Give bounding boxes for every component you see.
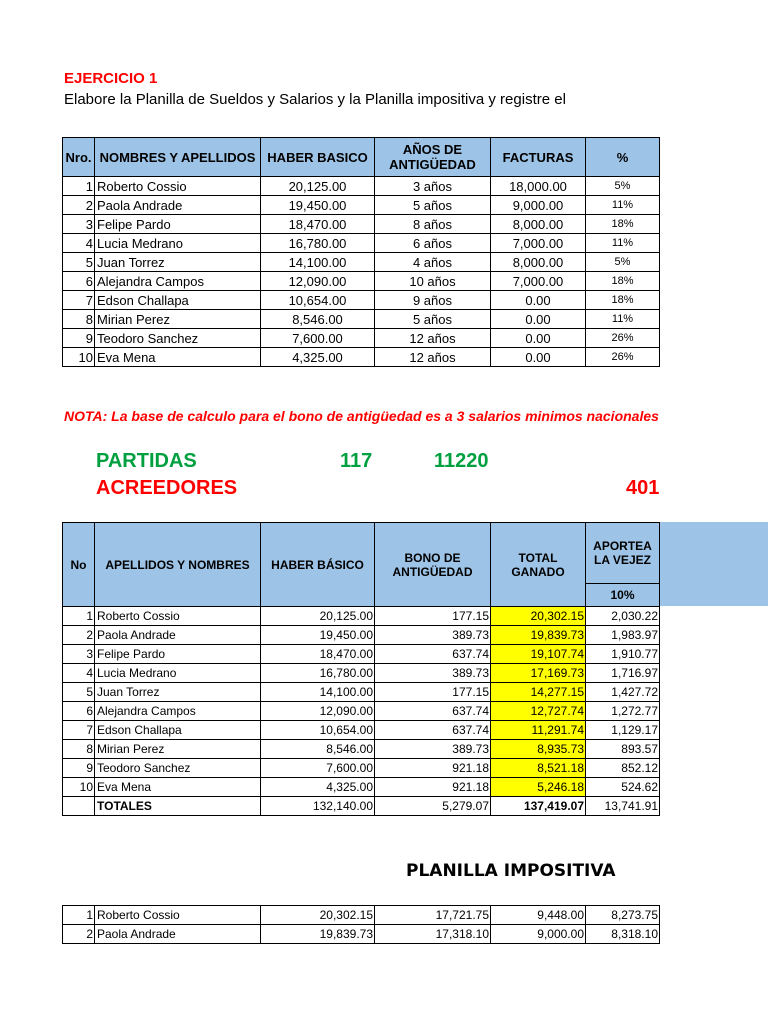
table-row <box>63 759 660 778</box>
haber-basico-cell: 4,325.00 <box>261 348 375 367</box>
percent-cell: 11% <box>586 234 660 253</box>
table-row <box>63 177 660 196</box>
row-number: 1 <box>63 906 95 925</box>
row-number: 10 <box>63 348 95 367</box>
row-number: 1 <box>63 607 95 626</box>
header-total-ganado: TOTAL GANADO <box>491 523 586 607</box>
acreedores-value: 401 <box>626 477 660 499</box>
haber-basico-cell: 12,090.00 <box>261 702 375 721</box>
header-no: No <box>63 523 95 607</box>
employee-name: Roberto Cossio <box>95 177 261 196</box>
haber-basico-cell: 16,780.00 <box>261 234 375 253</box>
planilla-impositiva-title: PLANILLA IMPOSITIVA <box>406 861 616 881</box>
bono-cell: 177.15 <box>375 683 491 702</box>
table-row <box>63 348 660 367</box>
row-number: 2 <box>63 925 95 944</box>
facturas-cell: 8,000.00 <box>491 253 586 272</box>
table-row <box>63 310 660 329</box>
row-number: 8 <box>63 310 95 329</box>
antiguedad-cell: 12 años <box>375 348 491 367</box>
antiguedad-cell: 3 años <box>375 177 491 196</box>
haber-basico-cell: 14,100.00 <box>261 683 375 702</box>
row-number: 2 <box>63 196 95 215</box>
haber-basico-cell: 16,780.00 <box>261 664 375 683</box>
employee-name: Paola Andrade <box>95 626 261 645</box>
bono-cell: 389.73 <box>375 664 491 683</box>
employee-name: Mirian Perez <box>95 310 261 329</box>
totals-bono: 5,279.07 <box>375 797 491 816</box>
row-number: 2 <box>63 626 95 645</box>
table2-header-row <box>63 523 660 584</box>
haber-basico-cell: 19,450.00 <box>261 196 375 215</box>
table-row <box>63 626 660 645</box>
employee-name: Juan Torrez <box>95 253 261 272</box>
facturas-cell: 0.00 <box>491 310 586 329</box>
haber-basico-cell: 10,654.00 <box>261 291 375 310</box>
table1-header-row <box>63 138 660 177</box>
table-row <box>63 607 660 626</box>
totals-aporte: 13,741.91 <box>586 797 660 816</box>
totals-total-ganado: 137,419.07 <box>491 797 586 816</box>
row-number: 3 <box>63 645 95 664</box>
header-overflow-block <box>660 522 768 606</box>
antiguedad-cell: 5 años <box>375 196 491 215</box>
row-number: 6 <box>63 272 95 291</box>
employee-name: Paola Andrade <box>95 196 261 215</box>
total-ganado-cell: 20,302.15 <box>491 607 586 626</box>
header-aporte-vejez: APORTEA LA VEJEZ <box>586 523 660 584</box>
total-ganado-cell: 11,291.74 <box>491 721 586 740</box>
employee-name: Roberto Cossio <box>95 906 261 925</box>
haber-basico-cell: 12,090.00 <box>261 272 375 291</box>
table-row <box>63 702 660 721</box>
employee-name: Alejandra Campos <box>95 272 261 291</box>
employee-name: Edson Challapa <box>95 291 261 310</box>
aporte-cell: 524.62 <box>586 778 660 797</box>
header-haber-basico: HABER BÁSICO <box>261 523 375 607</box>
row-number: 4 <box>63 234 95 253</box>
payroll-table <box>62 522 660 816</box>
haber-basico-cell: 4,325.00 <box>261 778 375 797</box>
haber-basico-cell: 20,125.00 <box>261 607 375 626</box>
partidas-value-a: 117 <box>340 450 373 472</box>
total-ganado-cell: 14,277.15 <box>491 683 586 702</box>
aporte-cell: 2,030.22 <box>586 607 660 626</box>
employee-name: Eva Mena <box>95 778 261 797</box>
facturas-cell: 7,000.00 <box>491 234 586 253</box>
value-cell: 17,721.75 <box>375 906 491 925</box>
total-ganado-cell: 8,935.73 <box>491 740 586 759</box>
row-number: 10 <box>63 778 95 797</box>
aporte-cell: 1,716.97 <box>586 664 660 683</box>
antiguedad-cell: 6 años <box>375 234 491 253</box>
row-number: 7 <box>63 721 95 740</box>
aporte-cell: 1,272.77 <box>586 702 660 721</box>
value-cell: 9,448.00 <box>491 906 586 925</box>
haber-basico-cell: 8,546.00 <box>261 310 375 329</box>
employee-name: Mirian Perez <box>95 740 261 759</box>
percent-cell: 18% <box>586 215 660 234</box>
aporte-cell: 893.57 <box>586 740 660 759</box>
table-row <box>63 215 660 234</box>
antiguedad-cell: 12 años <box>375 329 491 348</box>
table-row <box>63 234 660 253</box>
table1-body <box>63 177 660 367</box>
header-antiguedad: AÑOS DE ANTIGÜEDAD <box>375 138 491 177</box>
table-row <box>63 906 660 925</box>
percent-cell: 26% <box>586 348 660 367</box>
employee-name: Lucia Medrano <box>95 664 261 683</box>
facturas-cell: 0.00 <box>491 291 586 310</box>
bono-cell: 389.73 <box>375 740 491 759</box>
employee-name: Juan Torrez <box>95 683 261 702</box>
employee-name: Edson Challapa <box>95 721 261 740</box>
acreedores-label: ACREEDORES <box>96 477 238 499</box>
total-ganado-cell: 8,521.18 <box>491 759 586 778</box>
value-cell: 8,273.75 <box>586 906 660 925</box>
haber-basico-cell: 14,100.00 <box>261 253 375 272</box>
employee-name: Teodoro Sanchez <box>95 759 261 778</box>
table-row <box>63 740 660 759</box>
employee-name: Lucia Medrano <box>95 234 261 253</box>
table-row <box>63 291 660 310</box>
totals-row <box>63 797 660 816</box>
haber-basico-cell: 18,470.00 <box>261 215 375 234</box>
percent-cell: 18% <box>586 291 660 310</box>
header-nro: Nro. <box>63 138 95 177</box>
exercise-title: EJERCICIO 1 <box>64 70 158 87</box>
percent-cell: 18% <box>586 272 660 291</box>
header-percent: % <box>586 138 660 177</box>
table-row <box>63 721 660 740</box>
row-number: 4 <box>63 664 95 683</box>
employee-name: Felipe Pardo <box>95 215 261 234</box>
employee-name: Teodoro Sanchez <box>95 329 261 348</box>
percent-cell: 5% <box>586 177 660 196</box>
row-number: 9 <box>63 759 95 778</box>
facturas-cell: 0.00 <box>491 348 586 367</box>
row-number: 8 <box>63 740 95 759</box>
value-cell: 8,318.10 <box>586 925 660 944</box>
percent-cell: 11% <box>586 196 660 215</box>
haber-basico-cell: 20,125.00 <box>261 177 375 196</box>
total-ganado-cell: 19,839.73 <box>261 925 375 944</box>
table-row <box>63 925 660 944</box>
table-row <box>63 645 660 664</box>
table-row <box>63 272 660 291</box>
table-row <box>63 329 660 348</box>
table-row <box>63 196 660 215</box>
table2-body <box>63 607 660 797</box>
aporte-cell: 852.12 <box>586 759 660 778</box>
employee-data-table <box>62 137 660 367</box>
bono-cell: 637.74 <box>375 721 491 740</box>
table-row <box>63 683 660 702</box>
totals-label: TOTALES <box>95 797 261 816</box>
aporte-cell: 1,427.72 <box>586 683 660 702</box>
header-apellidos-nombres: APELLIDOS Y NOMBRES <box>95 523 261 607</box>
totals-empty-cell <box>63 797 95 816</box>
antiguedad-cell: 9 años <box>375 291 491 310</box>
partidas-label: PARTIDAS <box>96 450 197 472</box>
haber-basico-cell: 19,450.00 <box>261 626 375 645</box>
haber-basico-cell: 8,546.00 <box>261 740 375 759</box>
total-ganado-cell: 20,302.15 <box>261 906 375 925</box>
employee-name: Roberto Cossio <box>95 607 261 626</box>
antiguedad-cell: 10 años <box>375 272 491 291</box>
row-number: 3 <box>63 215 95 234</box>
row-number: 6 <box>63 702 95 721</box>
haber-basico-cell: 7,600.00 <box>261 759 375 778</box>
row-number: 5 <box>63 683 95 702</box>
total-ganado-cell: 17,169.73 <box>491 664 586 683</box>
exercise-description: Elabore la Planilla de Sueldos y Salarios y la Planilla impositiva y registre el <box>64 91 566 108</box>
employee-name: Paola Andrade <box>95 925 261 944</box>
bono-cell: 389.73 <box>375 626 491 645</box>
bono-cell: 921.18 <box>375 778 491 797</box>
bono-cell: 637.74 <box>375 702 491 721</box>
header-aporte-percent: 10% <box>586 584 660 607</box>
tax-table <box>62 905 660 944</box>
table-row <box>63 778 660 797</box>
employee-name: Felipe Pardo <box>95 645 261 664</box>
row-number: 7 <box>63 291 95 310</box>
haber-basico-cell: 18,470.00 <box>261 645 375 664</box>
aporte-cell: 1,983.97 <box>586 626 660 645</box>
table-row <box>63 664 660 683</box>
totals-haber: 132,140.00 <box>261 797 375 816</box>
haber-basico-cell: 7,600.00 <box>261 329 375 348</box>
facturas-cell: 8,000.00 <box>491 215 586 234</box>
total-ganado-cell: 19,107.74 <box>491 645 586 664</box>
antiguedad-cell: 5 años <box>375 310 491 329</box>
facturas-cell: 9,000.00 <box>491 196 586 215</box>
bono-cell: 177.15 <box>375 607 491 626</box>
percent-cell: 26% <box>586 329 660 348</box>
aporte-cell: 1,129.17 <box>586 721 660 740</box>
row-number: 5 <box>63 253 95 272</box>
partidas-value-b: 11220 <box>434 450 489 472</box>
percent-cell: 5% <box>586 253 660 272</box>
employee-name: Alejandra Campos <box>95 702 261 721</box>
total-ganado-cell: 5,246.18 <box>491 778 586 797</box>
total-ganado-cell: 12,727.74 <box>491 702 586 721</box>
percent-cell: 11% <box>586 310 660 329</box>
facturas-cell: 0.00 <box>491 329 586 348</box>
facturas-cell: 18,000.00 <box>491 177 586 196</box>
table-row <box>63 253 660 272</box>
table3-body <box>63 906 660 944</box>
bono-cell: 637.74 <box>375 645 491 664</box>
header-facturas: FACTURAS <box>491 138 586 177</box>
row-number: 1 <box>63 177 95 196</box>
value-cell: 17,318.10 <box>375 925 491 944</box>
total-ganado-cell: 19,839.73 <box>491 626 586 645</box>
facturas-cell: 7,000.00 <box>491 272 586 291</box>
header-nombres: NOMBRES Y APELLIDOS <box>95 138 261 177</box>
haber-basico-cell: 10,654.00 <box>261 721 375 740</box>
bono-cell: 921.18 <box>375 759 491 778</box>
value-cell: 9,000.00 <box>491 925 586 944</box>
header-bono-antiguedad: BONO DE ANTIGÜEDAD <box>375 523 491 607</box>
aporte-cell: 1,910.77 <box>586 645 660 664</box>
row-number: 9 <box>63 329 95 348</box>
nota-text: NOTA: La base de calculo para el bono de antigüedad es a 3 salarios minimos nacionales <box>64 408 659 424</box>
antiguedad-cell: 4 años <box>375 253 491 272</box>
employee-name: Eva Mena <box>95 348 261 367</box>
antiguedad-cell: 8 años <box>375 215 491 234</box>
header-haber-basico: HABER BASICO <box>261 138 375 177</box>
